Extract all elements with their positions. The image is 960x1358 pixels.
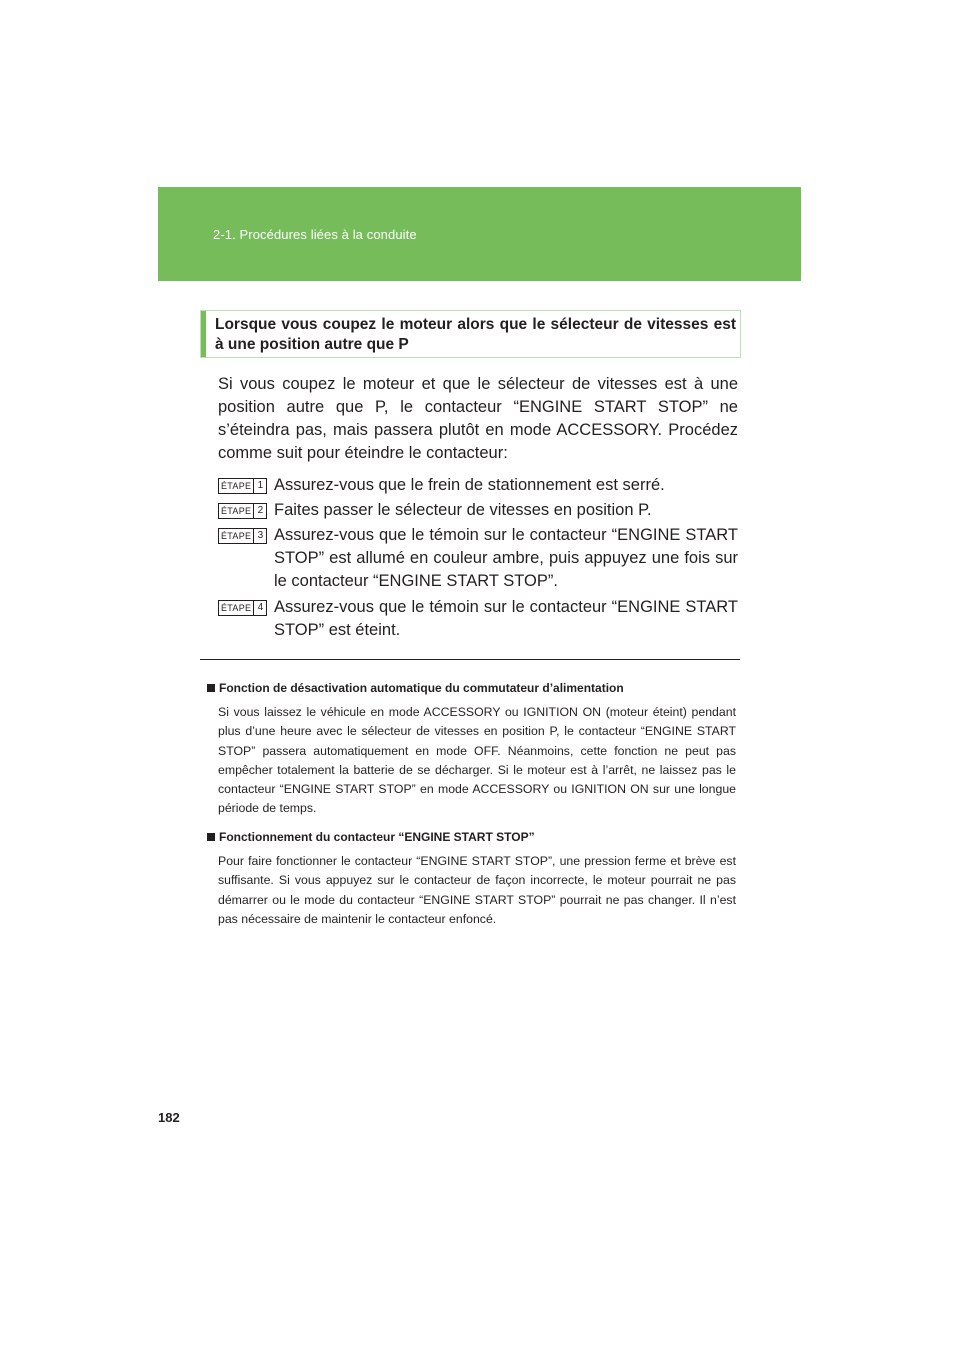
page-number: 182 bbox=[158, 1110, 180, 1125]
step-badge-number: 4 bbox=[253, 601, 266, 615]
topic-title: Lorsque vous coupez le moteur alors que le sélecteur de vitesses est à une position autre que P bbox=[215, 316, 736, 353]
step-badge-label: ÉTAPE bbox=[221, 506, 252, 516]
step-text: Assurez-vous que le témoin sur le contacteur “ENGINE START STOP” est éteint. bbox=[274, 598, 738, 639]
step-badge-label: ÉTAPE bbox=[221, 603, 252, 613]
topic-accent-bar bbox=[201, 311, 206, 357]
note-1-body: Si vous laissez le véhicule en mode ACCESSORY ou IGNITION ON (moteur éteint) pendant plus d’une heure avec le sélecteur de vitesses en position P, le contacteur “ENGINE START STOP” passera automatiquement en mode OFF. Néanmoins, cette fonction ne peut pas empêcher totalement la batterie de se décharger. Si le moteur est à l’arrêt, ne laissez pas le contacteur “ENGINE START STOP” en mode ACCESSORY ou IGNITION ON sur une longue période de temps. bbox=[218, 705, 736, 816]
step-badge bbox=[218, 478, 267, 494]
note-2-title: Fonctionnement du contacteur “ENGINE START STOP” bbox=[219, 830, 535, 844]
section-divider bbox=[200, 659, 740, 660]
step-badge-label: ÉTAPE bbox=[221, 531, 252, 541]
intro-paragraph: Si vous coupez le moteur et que le sélecteur de vitesses est à une position autre que P, le contacteur “ENGINE START STOP” ne s’éteindra pas, mais passera plutôt en mode ACCESSORY. Procédez comme suit pour éteindre le contacteur: bbox=[218, 375, 738, 462]
step-badge bbox=[218, 528, 267, 544]
square-bullet-icon bbox=[207, 684, 215, 692]
note-2-heading bbox=[207, 829, 740, 845]
step-badge-number: 1 bbox=[253, 479, 266, 493]
topic-box bbox=[200, 310, 741, 358]
step-badge bbox=[218, 503, 267, 519]
note-1-heading bbox=[207, 680, 740, 696]
step-badge bbox=[218, 600, 267, 616]
note-1-title: Fonction de désactivation automatique du commutateur d’alimentation bbox=[219, 681, 624, 695]
step-badge-label: ÉTAPE bbox=[221, 481, 252, 491]
note-2-body: Pour faire fonctionner le contacteur “ENGINE START STOP”, une pression ferme et brève est suffisante. Si vous appuyez sur le contacteur de façon incorrecte, le moteur pourrait ne pas démarrer ou le mode du contacteur “ENGINE START STOP” pourrait ne pas changer. Il n’est pas nécessaire de maintenir le contacteur enfoncé. bbox=[218, 854, 736, 926]
step-badge-number: 2 bbox=[253, 504, 266, 518]
step-text: Assurez-vous que le frein de stationnement est serré. bbox=[274, 476, 665, 494]
square-bullet-icon bbox=[207, 833, 215, 841]
step-badge-number: 3 bbox=[253, 529, 266, 543]
section-title: 2-1. Procédures liées à la conduite bbox=[213, 227, 417, 242]
step-text: Faites passer le sélecteur de vitesses en position P. bbox=[274, 501, 652, 519]
step-text: Assurez-vous que le témoin sur le contacteur “ENGINE START STOP” est allumé en couleur ambre, puis appuyez une fois sur le contacteur “ENGINE START STOP”. bbox=[274, 526, 738, 590]
